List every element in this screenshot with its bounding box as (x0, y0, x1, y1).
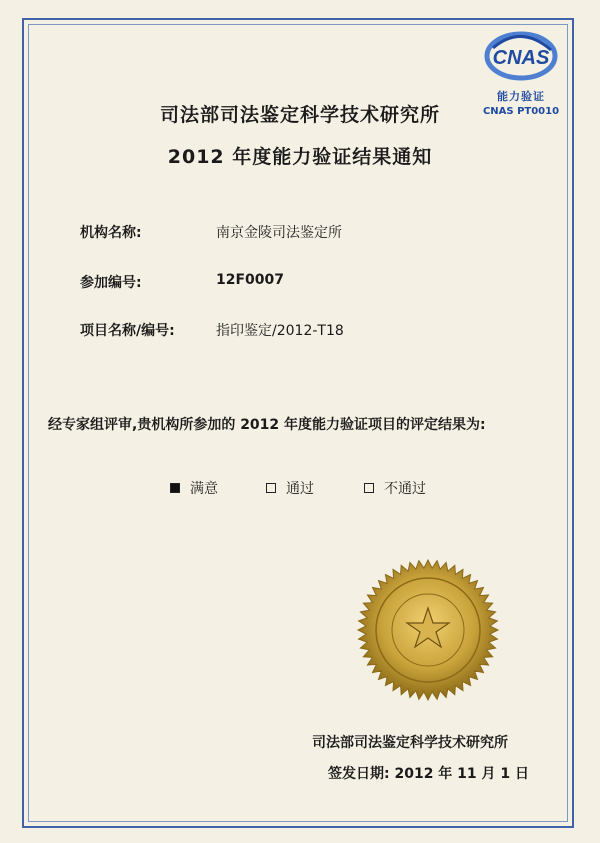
official-seal-icon (356, 558, 500, 702)
issuer-name: 司法部司法鉴定科学技术研究所 (312, 735, 508, 751)
project-value: 指印鉴定/2012-T18 (216, 323, 344, 339)
checked-box-icon (170, 483, 180, 493)
project-row (0, 320, 600, 340)
issue-date: 签发日期: 2012 年 11 月 1 日 (328, 766, 530, 782)
participant-value: 12F0007 (216, 272, 285, 288)
evaluation-statement: 经专家组评审,贵机构所参加的 2012 年度能力验证项目的评定结果为: (48, 417, 486, 433)
result-option-fail (364, 478, 426, 498)
institution-row (0, 222, 600, 242)
cnas-caption: 能力验证 (497, 90, 545, 103)
title-notice: 2012 年度能力验证结果通知 (167, 146, 433, 168)
result-option-pass (266, 478, 314, 498)
participant-row (0, 272, 600, 292)
unchecked-box-icon (364, 483, 374, 493)
result-label: 通过 (286, 481, 314, 497)
result-option-satisfactory (170, 478, 218, 498)
unchecked-box-icon (266, 483, 276, 493)
result-label: 满意 (190, 481, 218, 497)
institution-value: 南京金陵司法鉴定所 (216, 225, 342, 241)
participant-label: 参加编号: (80, 275, 142, 291)
title-institute: 司法部司法鉴定科学技术研究所 (159, 104, 440, 126)
result-label: 不通过 (384, 481, 426, 497)
cnas-emblem-icon (483, 28, 559, 84)
cnas-code: CNAS PT0010 (482, 106, 560, 117)
institution-label: 机构名称: (80, 225, 142, 241)
project-label: 项目名称/编号: (80, 323, 175, 339)
cnas-brand-text: CNAS (492, 47, 550, 69)
